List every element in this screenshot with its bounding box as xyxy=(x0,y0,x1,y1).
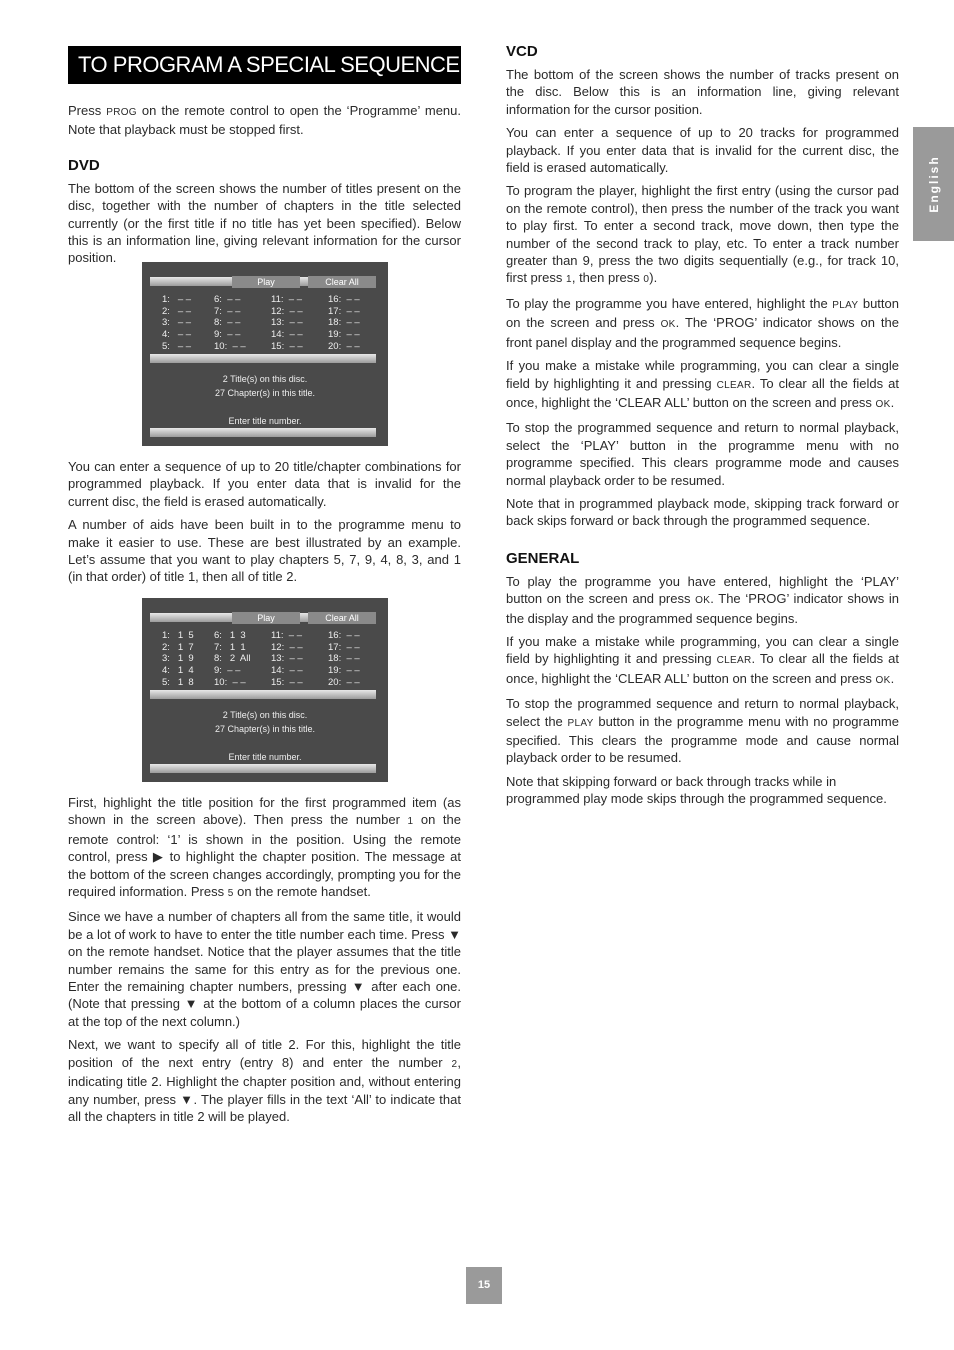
page-number: 15 xyxy=(466,1267,502,1304)
vcd-paragraph-1: The bottom of the screen shows the number of tracks present on the disc. Below this is an information line, giving relevant information for the cursor position. xyxy=(506,67,899,117)
vcd-paragraph-2: You can enter a sequence of up to 20 tracks for programmed playback. If you enter data that is invalid for the current disc, the field is erased automatically. xyxy=(506,125,899,176)
general-paragraph-2: If you make a mistake while programming, you can clear a single field by highlighting it and pressing CLEAR. To clear all the fields at once, highlight the ‘CLEAR ALL’ button on the screen and press OK. xyxy=(506,633,899,686)
play-button: Play xyxy=(232,612,300,624)
general-paragraph-1: To play the programme you have entered, highlight the ‘PLAY’ button on the screen and press OK. The ‘PROG’ indicator shows in the display and the programmed sequence begins. xyxy=(506,573,899,626)
dvd-paragraph-5: Since we have a number of chapters all from the same title, it would be a lot of work to have to enter the title number each time. Press ▼ on the remote handset. Notice that the player assumes that the title number remains the same for this entry as for the previous one. Enter the remaining chapter numbers, pressing ▼ after each one. (Note that pressing ▼ at the bottom of a column places the cursor at the top of the next column.) xyxy=(68,909,461,1029)
programme-menu-screen-2: Play Clear All 1: 1 5 2: 1 7 3: 1 9 4: 1 4 5: 1 8 6: 1 3 7: 1 1 8: 2 All 9: – – 10: – – 11: – – 12: – – 13: – – 14: – – 15: – – 16: – – 17: – – 18: – – 19: – – 20: – – 2 Title(s) on this disc. 27 Chapter(s) in this title. Enter title number. xyxy=(142,598,388,782)
titles-info: 2 Title(s) on this disc. xyxy=(222,374,308,384)
intro-paragraph: Press PROG on the remote control to open the ‘Programme’ menu. Note that playback must be stopped first. xyxy=(68,103,462,138)
vcd-paragraph-7: Note that in programmed playback mode, skipping track forward or back skips forward or back through the programmed sequence. xyxy=(506,495,899,529)
dvd-paragraph-3: A number of aids have been built in to the programme menu to make it easier to use. These are best illustrated by an example. Let’s assume that you want to play chapters 5, 7, 9, 4, 8, 3, and 1 (in that order) of title 1, then all of title 2. xyxy=(68,517,461,585)
programme-menu-screen-1: Play Clear All 1: – – 2: – – 3: – – 4: – – 5: – – 6: – – 7: – – 8: – – 9: – – 10: – – 11: – – 12: – – 13: – – 14: – – 15: – – 16: – – 17: – – 18: – – 19: – – 20: – – 2 Title(s) on this disc. 27 Chapter(s) in this title. Enter title number. xyxy=(142,262,388,446)
titles-info: 2 Title(s) on this disc. xyxy=(222,710,308,720)
vcd-paragraph-3: To program the player, highlight the first entry (using the cursor pad on the remote control), then press the number of the track you want to play first. To enter a second track, move down, then type the number of the second track to play, etc. To enter a track number greater than 9, press the two digits sequentially (e.g., for track 10, first press 1, then press 0). xyxy=(506,183,899,286)
prompt-info: Enter title number. xyxy=(228,416,302,426)
bottom-bar xyxy=(150,764,376,773)
clear-all-button: Clear All xyxy=(308,276,376,288)
dvd-heading: DVD xyxy=(68,156,100,174)
dvd-paragraph-1: The bottom of the screen shows the number of titles present on the disc, together with the number of chapters in the title selected currently (or the first title if no title has yet been specified). Below this is an information line, giving relevant information for the cursor position. xyxy=(68,180,461,266)
chapters-info: 27 Chapter(s) in this title. xyxy=(214,388,316,398)
dvd-paragraph-6: Next, we want to specify all of title 2. For this, highlight the title position of the next entry (entry 8) and enter the number 2, indicating title 2. Highlight the chapter position and, without entering any number, press ▼. The player fills in the text ‘All’ to indicate that all the chapters in title 2 will be played. xyxy=(68,1037,461,1124)
dvd-paragraph-2: You can enter a sequence of up to 20 title/chapter combinations for programmed playback. If you enter data that is invalid for the current disc, the field is erased automatically. xyxy=(68,459,461,509)
prompt-info: Enter title number. xyxy=(228,752,302,762)
vcd-paragraph-4: To play the programme you have entered, highlight the PLAY button on the screen and press OK. The ‘PROG’ indicator shows on the front panel display and the programmed sequence begins. xyxy=(506,295,899,350)
left-column-middle xyxy=(68,458,461,592)
general-heading: GENERAL xyxy=(506,549,580,567)
separator-bar xyxy=(150,690,376,699)
vcd-heading: VCD xyxy=(506,43,538,60)
chapters-info: 27 Chapter(s) in this title. xyxy=(214,724,316,734)
vcd-paragraph-6: To stop the programmed sequence and return to normal playback, select the ‘PLAY’ button in the programme menu with no programme specified. This clears programme mode and causes normal playback order to be resumed. xyxy=(506,420,899,488)
general-paragraph-4: Note that skipping forward or back through tracks while in programmed play mode skips through the programmed sequence. xyxy=(506,773,887,807)
dvd-paragraph-4: First, highlight the title position for the first programmed item (as shown in the screen above). Then press the number 1 on the remote control: ‘1’ is shown in the position. Using the remote control, press ▶ to highlight the chapter position. The message at the bottom of the screen changes accordingly, prompting you for the required information. Press 5 on the remote handset. xyxy=(68,795,461,900)
right-column xyxy=(506,43,899,814)
left-column-bottom xyxy=(68,794,461,1131)
language-tab xyxy=(913,127,954,241)
general-paragraph-3: To stop the programmed sequence and return to normal playback, select the PLAY button in the programme menu with no programme specified. This clears the programme mode and cause normal playback order to be resumed. xyxy=(506,696,899,766)
page-title: TO PROGRAM A SPECIAL SEQUENCE xyxy=(68,46,461,84)
clear-all-button: Clear All xyxy=(308,612,376,624)
bottom-bar xyxy=(150,428,376,437)
play-button: Play xyxy=(232,276,300,288)
left-column-top xyxy=(68,102,461,273)
separator-bar xyxy=(150,354,376,363)
language-tab-label: English xyxy=(926,155,941,213)
vcd-paragraph-5: If you make a mistake while programming, you can clear a single field by highlighting it and pressing CLEAR. To clear all the fields at once, highlight the ‘CLEAR ALL’ button on the screen and press OK. xyxy=(506,358,899,410)
